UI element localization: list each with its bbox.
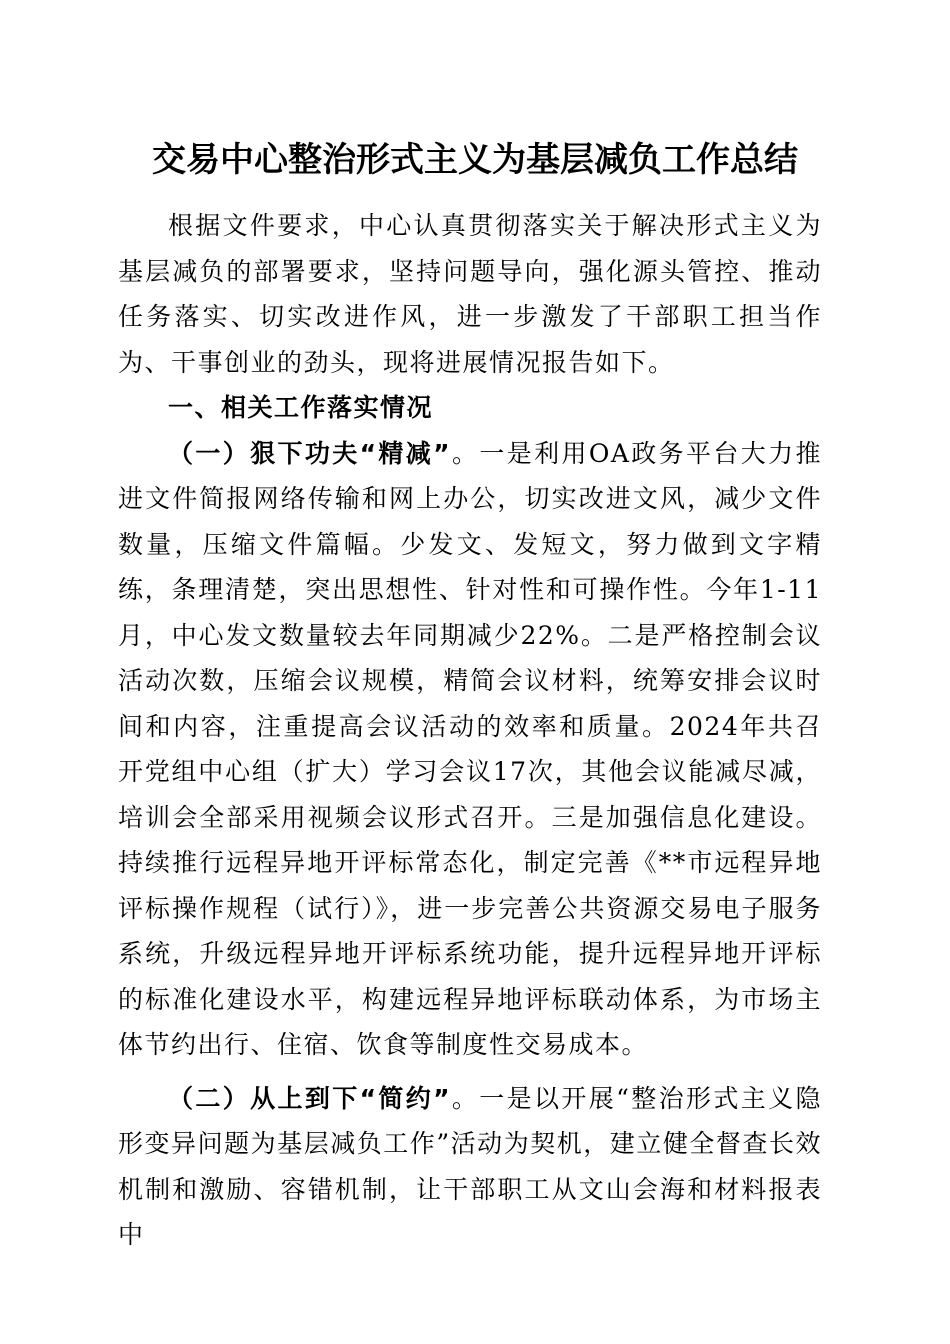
document-body bbox=[118, 203, 822, 1258]
item-paragraph-1 bbox=[118, 431, 822, 1068]
item-title-1: （一）狠下功夫“精减” bbox=[168, 438, 452, 468]
document-title: 交易中心整治形式主义为基层减负工作总结 bbox=[152, 140, 798, 180]
item-body-2: 。一是以开展“整治形式主义隐形变异问题为基层减负工作”活动为契机，建立健全督查长效机制和激励、容错机制，让干部职工从文山会海和材料报表中 bbox=[118, 1083, 822, 1249]
item-paragraph-2 bbox=[118, 1076, 822, 1258]
section-heading-1: 一、相关工作落实情况 bbox=[168, 393, 434, 422]
intro-paragraph: 根据文件要求，中心认真贯彻落实关于解决形式主义为基层减负的部署要求，坚持问题导向，强化源头管控、推动任务落实、切实改进作风，进一步激发了干部职工担当作为、干事创业的劲头，现将进展情况报告如下。 bbox=[118, 211, 822, 377]
item-title-2: （二）从上到下“简约” bbox=[168, 1083, 452, 1113]
item-body-1: 。一是利用OA政务平台大力推进文件简报网络传输和网上办公，切实改进文风，减少文件数量，压缩文件篇幅。少发文、发短文，努力做到文字精练，条理清楚，突出思想性、针对性和可操作性。今年1-11月，中心发文数量较去年同期减少22%。二是严格控制会议活动次数，压缩会议规模，精简会议材料，统筹安排会议时间和内容，注重提高会议活动的效率和质量。2024年共召开党组中心组（扩大）学习会议17次，其他会议能减尽减，培训会全部采用视频会议形式召开。三是加强信息化建设。持续推行远程异地开评标常态化，制定完善《**市远程异地评标操作规程（试行）》，进一步完善公共资源交易电子服务系统，升级远程异地开评标系统功能，提升远程异地开评标的标准化建设水平，构建远程异地评标联动体系，为市场主体节约出行、住宿、饮食等制度性交易成本。 bbox=[118, 438, 822, 1059]
